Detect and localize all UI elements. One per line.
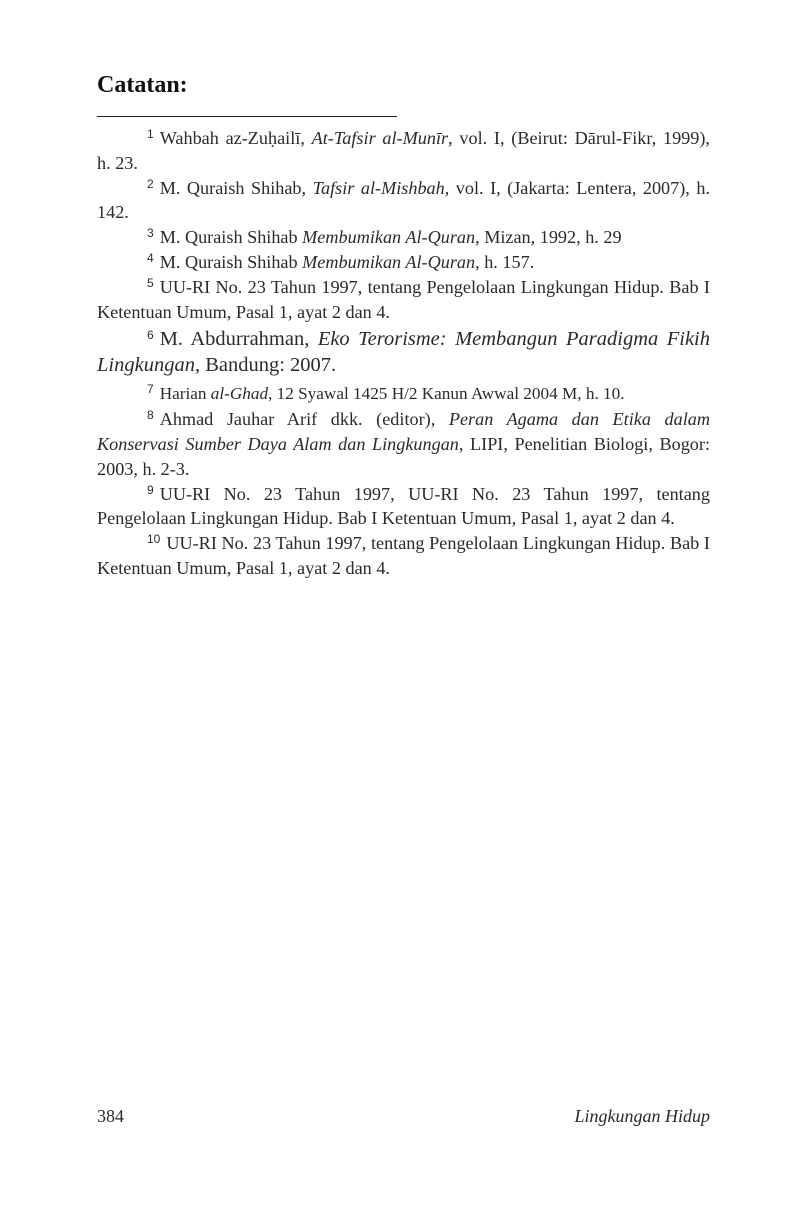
footnote-number: 4: [147, 250, 154, 265]
footnotes-list: [97, 126, 710, 581]
footnote-text: , LIPI, Penelitian Biologi, Bogor: 2003, h. 2-3.: [97, 433, 710, 479]
footnote-text: Harian: [159, 384, 211, 404]
footnote: [97, 531, 710, 581]
footnote-number: 1: [147, 127, 154, 141]
footnote: [97, 225, 710, 250]
footnote-title: al-Ghad: [210, 384, 269, 404]
footnote: [97, 250, 710, 275]
footnote: [97, 326, 710, 378]
footnote-title: At-Tafsir al-Munīr: [311, 128, 449, 148]
footnote-title: Peran Agama dan Etika dalam Konservasi Sumber Daya Alam dan Lingkungan: [97, 409, 710, 454]
footnote-text: UU-RI No. 23 Tahun 1997, tentang Pengelolaan Lingkungan Hidup. Bab I Ketentuan Umum, Pasal 1, ayat 2 dan 4.: [97, 533, 710, 578]
footnote-number: 5: [147, 275, 154, 290]
footnote-number: 6: [147, 328, 154, 343]
footnote-number: 9: [147, 482, 154, 497]
footnote-text: , h. 157.: [475, 251, 535, 272]
footnote-text: UU-RI No. 23 Tahun 1997, tentang Pengelolaan Lingkungan Hidup. Bab I Ketentuan Umum, Pasal 1, ayat 2 dan 4.: [97, 276, 710, 322]
footnote-title: Membumikan Al-Quran: [302, 227, 476, 248]
footnote-text: , Mizan, 1992, h. 29: [475, 227, 622, 248]
notes-heading: Catatan:: [97, 72, 188, 98]
footnote-rule: [97, 116, 397, 117]
footnote-text: UU-RI No. 23 Tahun 1997, UU-RI No. 23 Tahun 1997, tentang Pengelolaan Lingkungan Hidup. Bab I Ketentuan Umum, Pasal 1, ayat 2 dan 4.: [97, 483, 710, 529]
footnote-title: Membumikan Al-Quran: [302, 251, 476, 272]
footnote-number: 8: [147, 408, 154, 423]
footnote-number: 3: [147, 226, 154, 241]
footnote: [97, 382, 710, 407]
footnote-text: Ahmad Jauhar Arif dkk. (editor),: [159, 409, 449, 430]
footnote: [97, 126, 710, 176]
footnote-text: , vol. I, (Jakarta: Lentera, 2007), h. 142.: [97, 177, 710, 223]
footnote-title: Tafsir al-Mishbah: [312, 177, 445, 198]
footnote-text: , Bandung: 2007.: [194, 354, 337, 377]
page-number: 384: [97, 1106, 124, 1126]
running-title: Lingkungan Hidup: [574, 1106, 710, 1126]
footnote: [97, 482, 710, 532]
footnote-text: M. Abdurrahman,: [159, 328, 318, 351]
footnote-text: , 12 Syawal 1425 H/2 Kanun Awwal 2004 M, h. 10.: [268, 384, 625, 404]
footnote-number: 2: [147, 176, 154, 191]
footnote-text: M. Quraish Shihab: [159, 227, 303, 248]
footnote: [97, 407, 710, 481]
footnote-text: M. Quraish Shihab: [159, 251, 303, 272]
footnote-text: Wahbah az-Zuḥailī,: [159, 128, 312, 148]
footnote-text: , vol. I, (Beirut: Dārul-Fikr, 1999), h. 23.: [97, 128, 710, 173]
footnote: [97, 275, 710, 325]
footnote-number: 10: [147, 532, 161, 547]
footnote-title: Eko Terorisme: Membangun Paradigma Fikih Lingkungan: [97, 328, 710, 377]
footnote-number: 7: [147, 382, 154, 397]
footnote-text: M. Quraish Shihab,: [159, 177, 313, 198]
footnote: [97, 176, 710, 226]
